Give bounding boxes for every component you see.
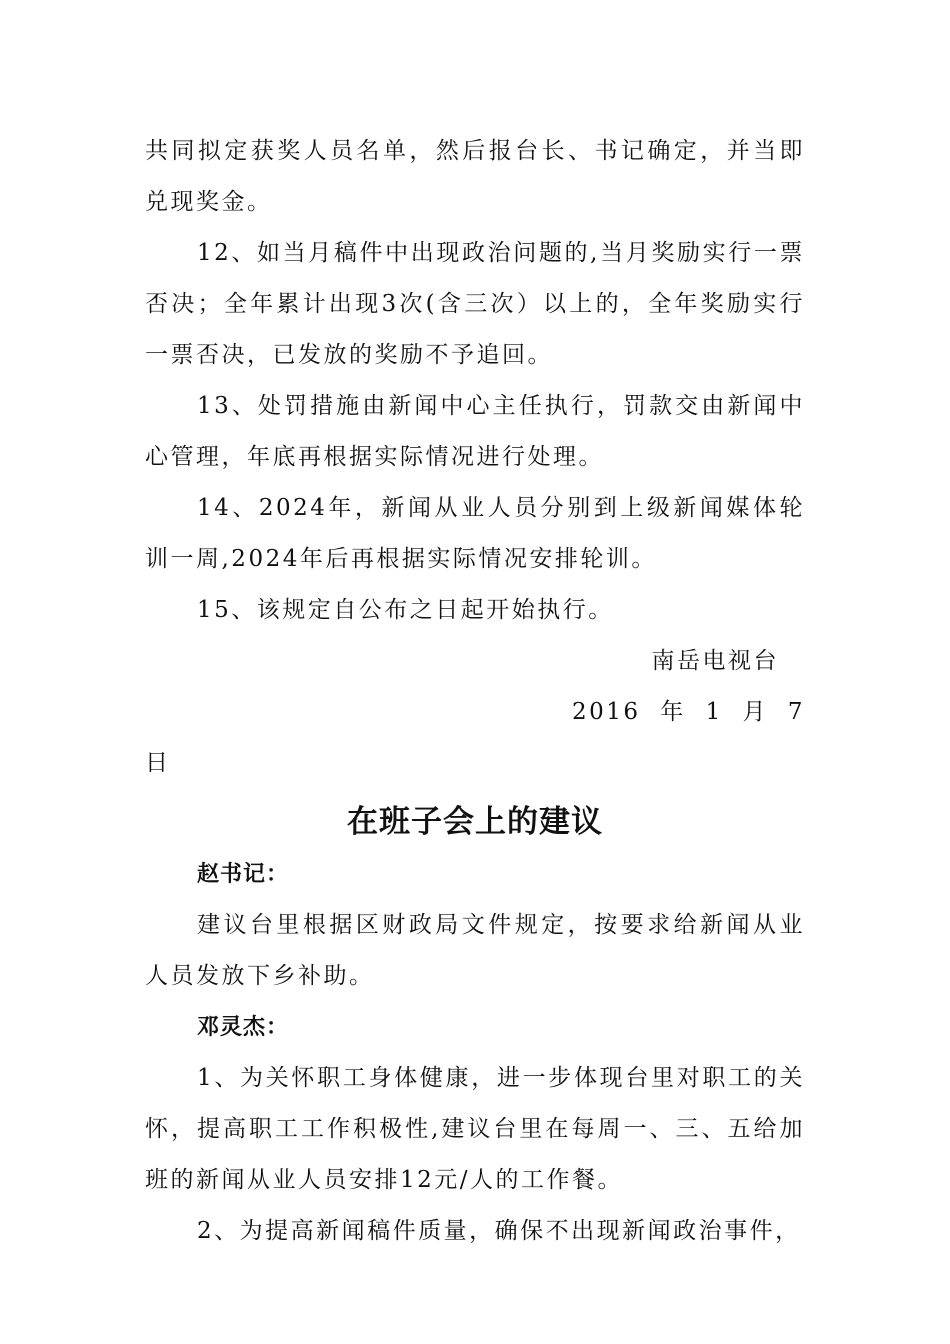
signature-organization: 南岳电视台 <box>651 648 779 674</box>
paragraph-award-list: 共同拟定获奖人员名单，然后报台长、书记确定，并当即兑现奖金。 <box>145 138 805 215</box>
paragraph-item-15: 15、该规定自公布之日起开始执行。 <box>197 597 614 623</box>
speaker-deng-item-1: 1、为关怀职工身体健康，进一步体现台里对职工的关怀，提高职工工作积极性,建议台里在每周一、三、五给加班的新闻从业人员安排12元/人的工作餐。 <box>145 1065 805 1193</box>
document-page <box>145 126 805 1257</box>
speaker-zhao-suggestion: 建议台里根据区财政局文件规定，按要求给新闻从业人员发放下乡补助。 <box>145 912 805 989</box>
paragraph-item-12: 12、如当月稿件中出现政治问题的,当月奖励实行一票否决；全年累计出现3次(含三次）以上的，全年奖励实行一票否决，已发放的奖励不予追回。 <box>145 240 805 368</box>
speaker-name-deng: 邓灵杰： <box>197 1015 290 1040</box>
speaker-name-zhao: 赵书记： <box>197 862 290 887</box>
section-title: 在班子会上的建议 <box>347 804 603 840</box>
signature-date: 2016 年 1 月 7 <box>571 699 805 725</box>
signature-date-day: 日 <box>145 750 171 776</box>
paragraph-item-14: 14、2024年，新闻从业人员分别到上级新闻媒体轮训一周,2024年后再根据实际情况安排轮训。 <box>145 495 805 572</box>
speaker-deng-item-2: 2、为提高新闻稿件质量，确保不出现新闻政治事件， <box>197 1218 801 1244</box>
paragraph-item-13: 13、处罚措施由新闻中心主任执行，罚款交由新闻中心管理，年底再根据实际情况进行处理。 <box>145 393 805 470</box>
